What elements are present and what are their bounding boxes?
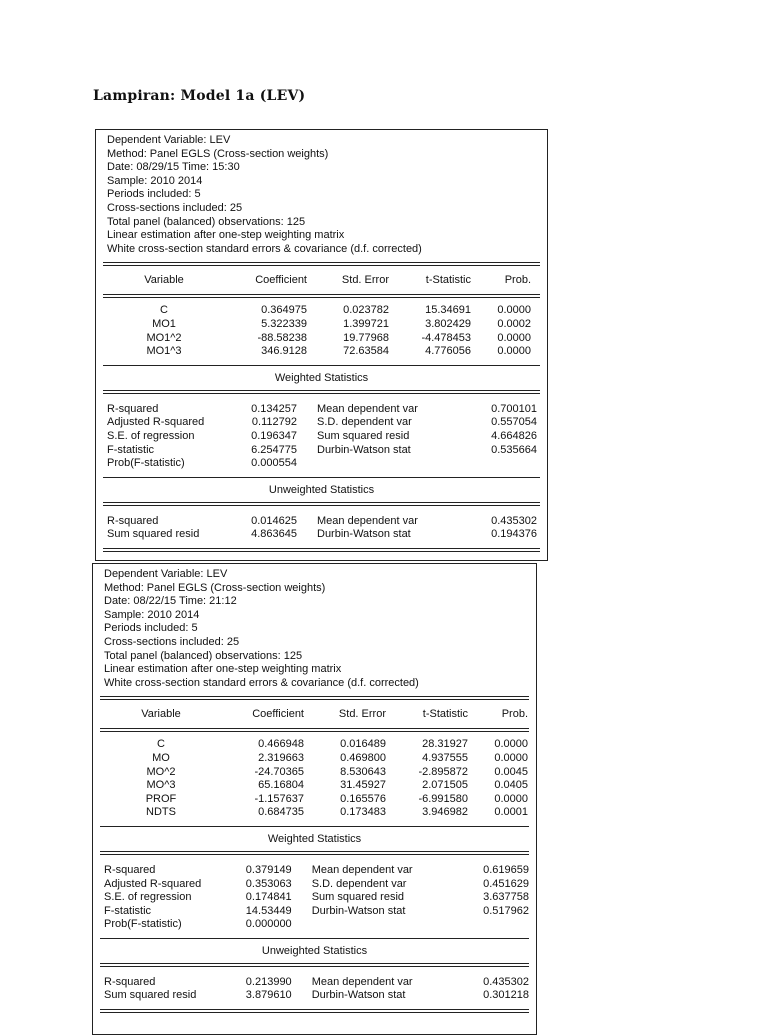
prob-cell: 0.0000 [497,304,531,317]
stat-value: 0.700101 [491,402,537,415]
header-line: Method: Panel EGLS (Cross-section weights) [104,581,326,594]
stat-label: Adjusted R-squared [104,877,202,890]
column-header: t-Statistic [425,273,471,286]
table-row [103,318,540,332]
variable-cell: MO^2 [146,765,176,778]
stat-label: Prob(F-statistic) [104,918,182,931]
stats-row [103,515,540,529]
stat-value: 0.213990 [245,975,292,988]
stat-value: 0.000554 [251,457,297,470]
stat-value: 0.535664 [491,443,537,456]
stat-label: R-squared [104,863,156,876]
table-row [103,345,540,359]
coefficient-cell: -88.58238 [257,331,307,344]
stats-row [100,976,529,990]
header-line: Linear estimation after one-step weighting matrix [107,229,345,242]
std-error-cell: 0.023782 [343,304,389,317]
prob-cell: 0.0000 [494,738,528,751]
stats-row [103,457,540,471]
stat-value: 4.664826 [491,429,537,442]
stat-label: Sum squared resid [311,891,405,904]
header-line: Total panel (balanced) observations: 125 [107,215,306,228]
stat-label: F-statistic [107,443,155,456]
std-error-cell: 0.165576 [340,792,386,805]
coefficient-cell: 2.319663 [258,751,304,764]
table-row [100,793,529,807]
variable-cell: PROF [145,792,177,805]
stat-label: S.E. of regression [104,891,192,904]
stat-value [470,918,529,932]
std-error-cell: 0.469800 [340,751,386,764]
stat-label [297,457,477,471]
column-header: Coefficient [252,707,304,720]
variable-cell: MO1^3 [146,345,182,358]
stat-label: R-squared [104,975,156,988]
t-statistic-cell: 3.802429 [425,317,471,330]
stat-label: Prob(F-statistic) [107,457,185,470]
stat-value: 0.435302 [483,975,529,988]
header-line: Periods included: 5 [107,188,201,201]
variable-cell: NDTS [146,806,176,819]
stats-row [100,891,529,905]
unweighted-statistics [103,515,540,542]
std-error-cell: 31.45927 [340,779,386,792]
prob-cell: 0.0002 [497,317,531,330]
t-statistic-cell: 4.937555 [422,751,468,764]
stats-row [103,528,540,542]
header-line: Date: 08/22/15 Time: 21:12 [104,595,237,608]
stat-label: Durbin-Watson stat [311,989,406,1002]
stat-label: F-statistic [104,904,152,917]
stat-value: 3.879610 [245,989,292,1002]
header-line: White cross-section standard errors & covariance (d.f. corrected) [104,676,419,689]
weighted-statistics [100,864,529,932]
t-statistic-cell: 15.34691 [425,304,471,317]
stat-value: 0.000000 [245,918,292,931]
stat-value [477,457,537,471]
t-statistic-cell: -4.478453 [421,331,471,344]
stat-value: 14.53449 [245,904,292,917]
stat-value: 4.863645 [251,528,297,541]
header-line: Method: Panel EGLS (Cross-section weights) [107,147,329,160]
stat-value: 0.196347 [251,429,297,442]
table-row [103,304,540,318]
unweighted-statistics-title: Unweighted Statistics [268,483,375,496]
page-title: Lampiran: Model 1a (LEV) [93,88,306,104]
column-header: Variable [141,707,181,720]
stat-value: 0.194376 [491,528,537,541]
header-line: Sample: 2010 2014 [107,174,203,187]
t-statistic-cell: 2.071505 [422,779,468,792]
table-row [100,779,529,793]
stat-value: 0.451629 [483,877,529,890]
stats-row [100,878,529,892]
stat-label: Mean dependent var [317,514,418,527]
stat-value: 0.517962 [483,904,529,917]
header-line: White cross-section standard errors & covariance (d.f. corrected) [107,242,422,255]
stat-value: 0.435302 [491,514,537,527]
header-line: Total panel (balanced) observations: 125 [104,649,303,662]
stat-label: Durbin-Watson stat [317,443,411,456]
regression-output-2 [92,563,537,1035]
column-header: Std. Error [341,273,389,286]
stat-value: 0.379149 [245,863,292,876]
coefficient-cell: 5.322339 [261,317,307,330]
header-line: Dependent Variable: LEV [107,134,231,146]
estimation-header [96,130,547,256]
stat-label: Durbin-Watson stat [311,904,406,917]
variable-cell: MO1 [152,317,176,330]
stat-value: 0.301218 [483,989,529,1002]
stat-value: 0.557054 [491,416,537,429]
t-statistic-cell: -6.991580 [418,792,468,805]
prob-cell: 0.0405 [494,779,528,792]
column-header: Variable [144,273,184,286]
variable-cell: MO1^2 [146,331,182,344]
variable-cell: MO [152,751,170,764]
stats-row [103,444,540,458]
weighted-statistics-title: Weighted Statistics [267,832,362,845]
stat-label: R-squared [107,402,159,415]
stat-label: Mean dependent var [311,863,413,876]
coefficient-table-header [103,266,540,294]
prob-cell: 0.0000 [494,751,528,764]
column-header: Coefficient [255,273,307,286]
stats-row [103,403,540,417]
t-statistic-cell: 4.776056 [425,345,471,358]
std-error-cell: 8.530643 [340,765,386,778]
stat-value: 0.619659 [483,863,529,876]
header-line: Date: 08/29/15 Time: 15:30 [107,161,240,174]
stat-label: Adjusted R-squared [107,416,205,429]
t-statistic-cell: -2.895872 [418,765,468,778]
coefficient-cell: 0.364975 [261,304,307,317]
t-statistic-cell: 3.946982 [422,806,468,819]
prob-cell: 0.0045 [494,765,528,778]
unweighted-statistics [100,976,529,1003]
prob-cell: 0.0001 [494,806,528,819]
unweighted-statistics-title: Unweighted Statistics [261,944,368,957]
column-header: Prob. [501,707,528,720]
std-error-cell: 0.173483 [340,806,386,819]
column-header: Std. Error [338,707,386,720]
std-error-cell: 72.63584 [343,345,389,358]
header-line: Linear estimation after one-step weighting matrix [104,663,342,676]
header-line: Dependent Variable: LEV [104,568,228,580]
variable-cell: C [157,738,165,751]
stats-row [100,989,529,1003]
stat-value: 0.174841 [245,891,292,904]
stats-row [100,864,529,878]
header-line: Cross-sections included: 25 [104,635,240,648]
column-header: t-Statistic [422,707,468,720]
header-line: Cross-sections included: 25 [107,201,243,214]
coefficient-cell: -1.157637 [254,792,304,805]
table-row [100,806,529,820]
table-row [100,766,529,780]
stat-label: Sum squared resid [107,528,200,541]
stat-value: 3.637758 [483,891,529,904]
coefficient-cell: 346.9128 [261,345,307,358]
coefficient-cell: 0.466948 [258,738,304,751]
stat-label: S.E. of regression [107,429,195,442]
variable-cell: MO^3 [146,779,176,792]
stat-label: Durbin-Watson stat [317,528,411,541]
coefficient-cell: 0.684735 [258,806,304,819]
coefficient-table-header [100,700,529,728]
std-error-cell: 1.399721 [343,317,389,330]
t-statistic-cell: 28.31927 [422,738,468,751]
stats-row [103,416,540,430]
stat-label: Sum squared resid [104,989,197,1002]
stat-value: 0.112792 [251,416,297,429]
weighted-statistics-title: Weighted Statistics [274,371,369,384]
stat-label: S.D. dependent var [317,416,412,429]
coefficient-cell: 65.16804 [258,779,304,792]
stat-value: 0.134257 [251,402,297,415]
std-error-cell: 0.016489 [340,738,386,751]
header-line: Sample: 2010 2014 [104,608,200,621]
table-row [100,738,529,752]
stat-label: Sum squared resid [317,429,410,442]
stats-row [103,430,540,444]
estimation-header [93,564,536,690]
stat-label: Mean dependent var [311,975,413,988]
column-header: Prob. [504,273,531,286]
divider [103,548,540,552]
stat-label: Mean dependent var [317,402,418,415]
table-row [100,752,529,766]
stat-value: 0.353063 [245,877,292,890]
coefficient-cell: -24.70365 [254,765,304,778]
stats-row [100,918,529,932]
stat-value: 0.014625 [251,514,297,527]
stat-label [292,918,470,932]
variable-cell: C [160,304,168,317]
std-error-cell: 19.77968 [343,331,389,344]
divider [100,1009,529,1013]
stat-value: 6.254775 [251,443,297,456]
table-row [103,332,540,346]
stats-row [100,905,529,919]
weighted-statistics [103,403,540,471]
stat-label: R-squared [107,514,159,527]
stat-label: S.D. dependent var [311,877,407,890]
prob-cell: 0.0000 [497,331,531,344]
prob-cell: 0.0000 [497,345,531,358]
header-line: Periods included: 5 [104,622,198,635]
prob-cell: 0.0000 [494,792,528,805]
regression-output-1 [95,129,548,561]
